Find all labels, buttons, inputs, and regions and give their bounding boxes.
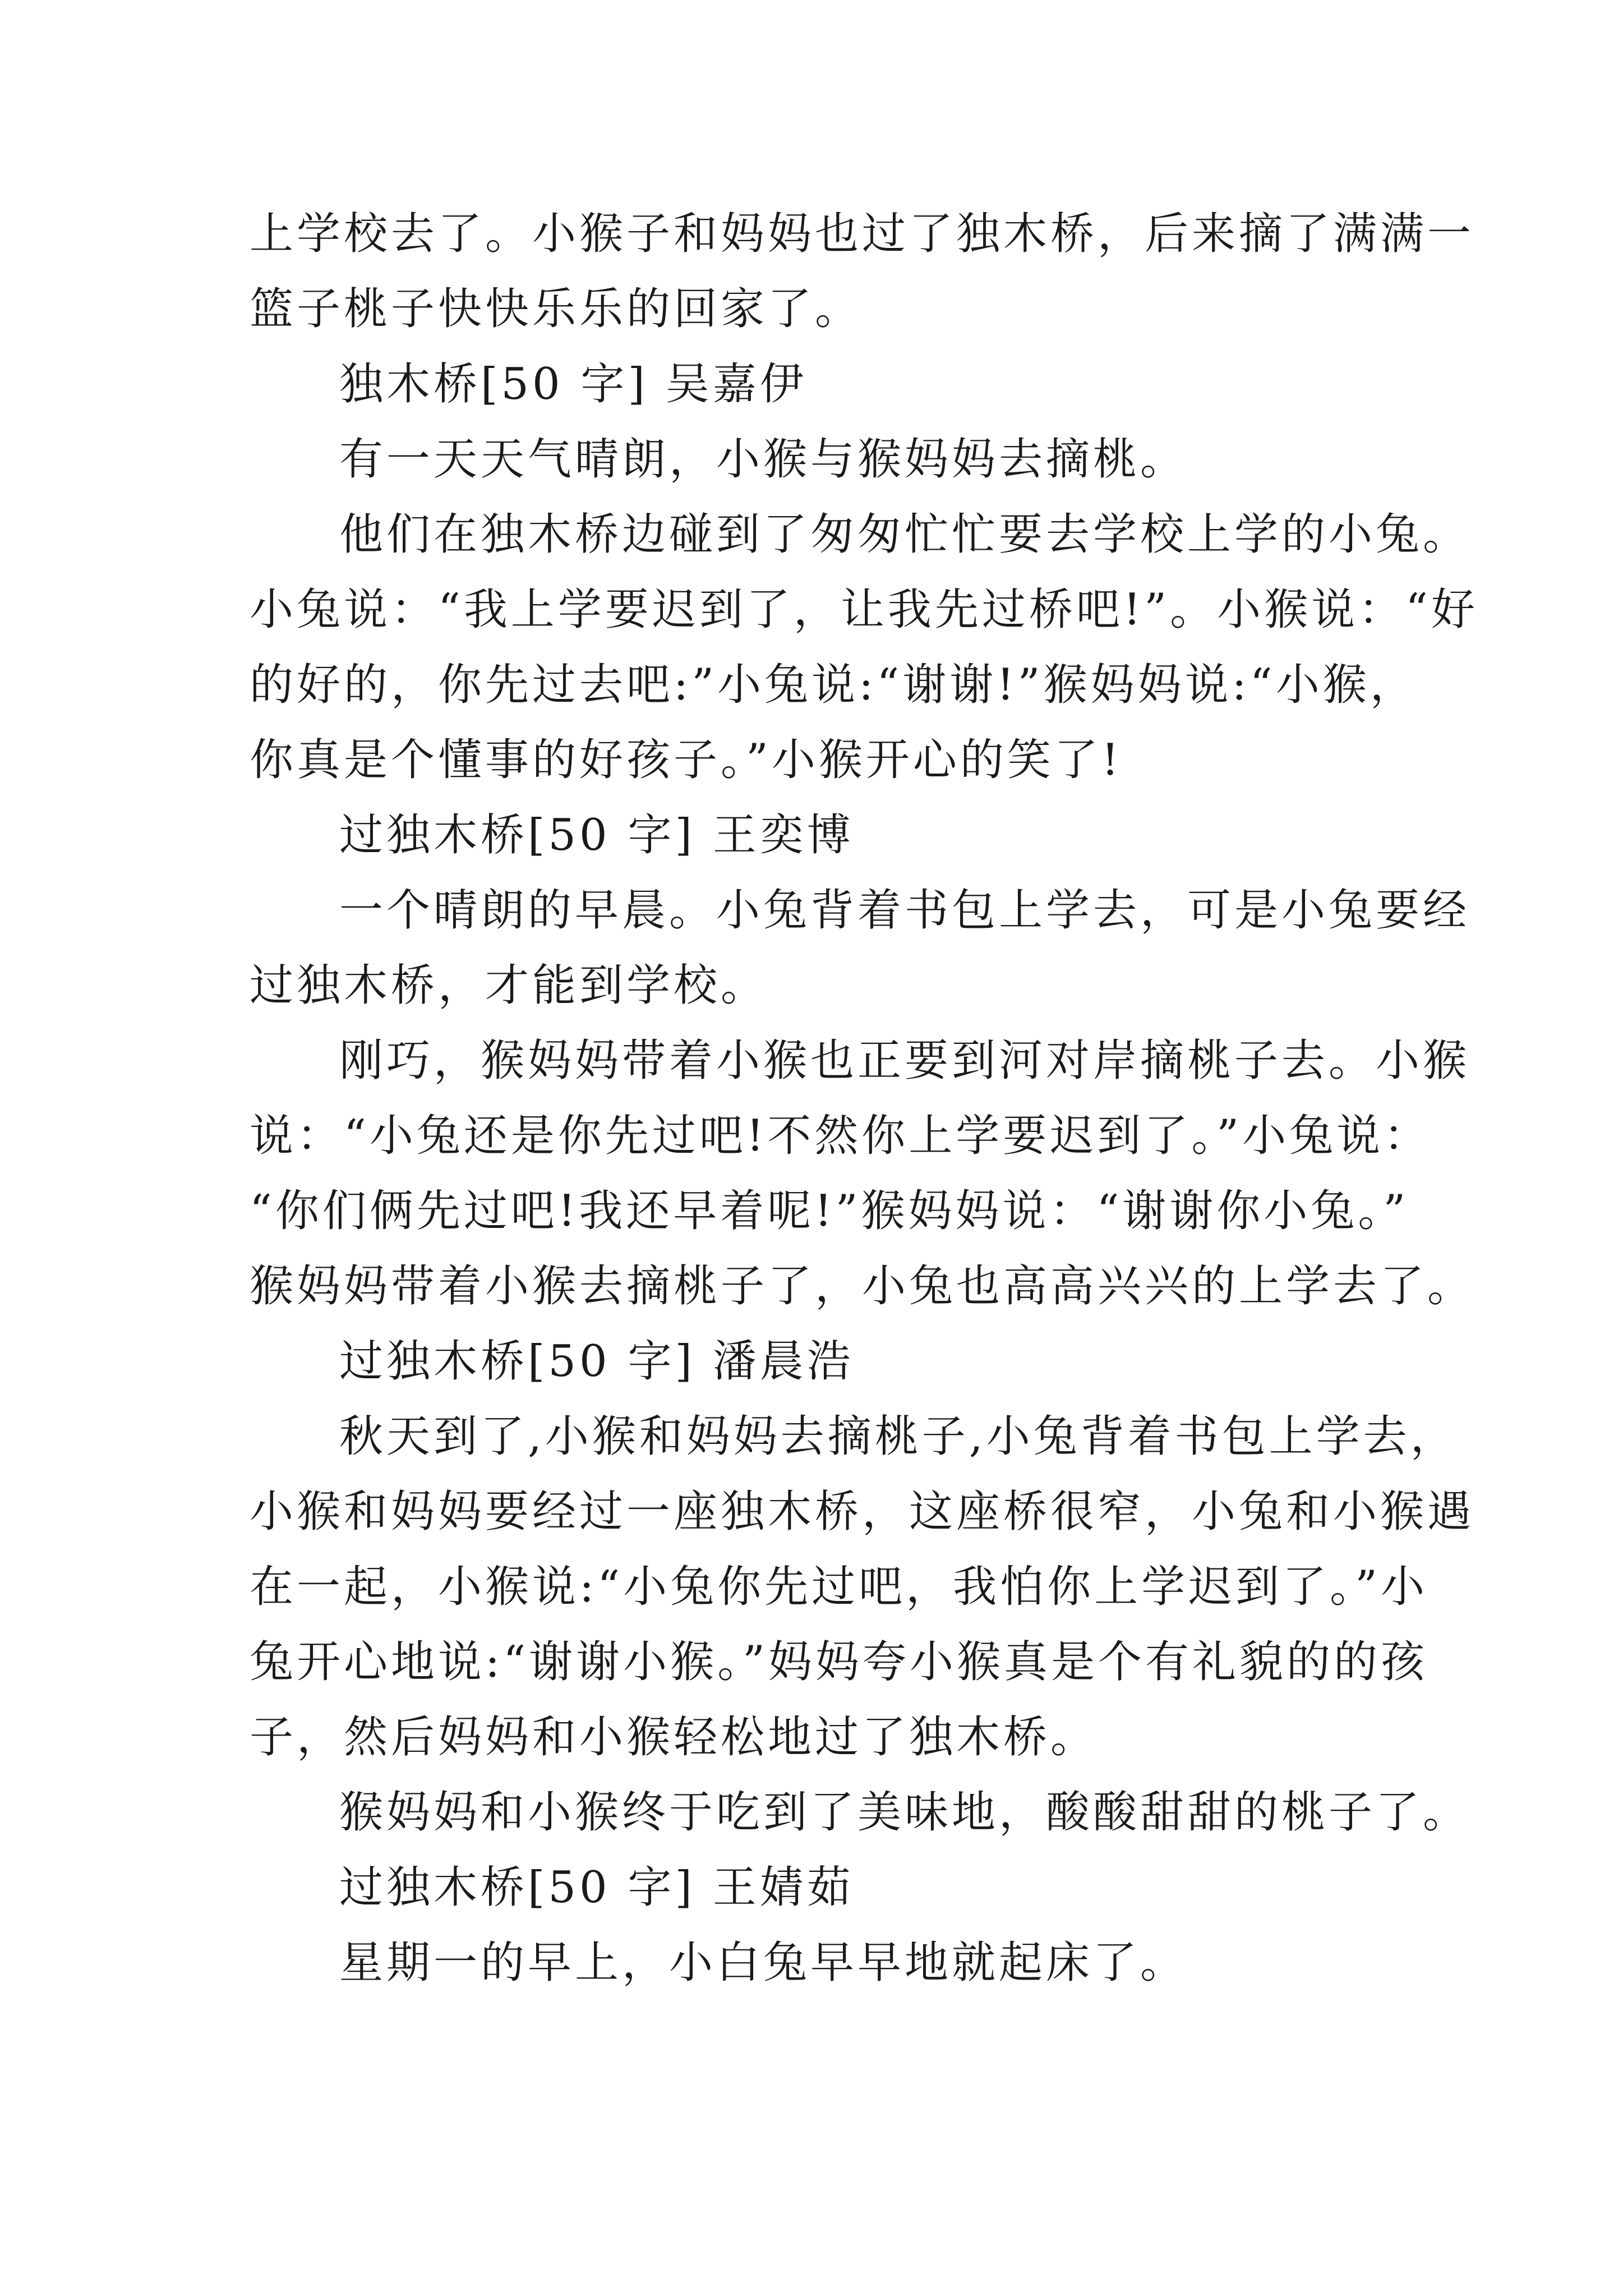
essay-heading: 过独木桥[50 字] 潘晨浩 bbox=[339, 1336, 854, 1387]
document-body bbox=[250, 196, 1478, 2000]
essay-heading: 独木桥[50 字] 吴嘉伊 bbox=[339, 359, 807, 409]
text-line: 在一起，小猴说:“小兔你先过吧，我怕你上学迟到了。”小 bbox=[250, 1562, 1428, 1612]
text-line: 小猴和妈妈要经过一座独木桥，这座桥很窄，小兔和小猴遇 bbox=[250, 1487, 1475, 1537]
text-line: 秋天到了,小猴和妈妈去摘桃子,小兔背着书包上学去， bbox=[339, 1411, 1458, 1462]
text-line: 兔开心地说:“谢谢小猴。”妈妈夸小猴真是个有礼貌的的孩 bbox=[250, 1637, 1428, 1687]
text-line: 你真是个懂事的好孩子。”小猴开心的笑了! bbox=[250, 735, 1123, 785]
text-line: 猴妈妈和小猴终于吃到了美味地，酸酸甜甜的桃子了。 bbox=[339, 1787, 1470, 1838]
text-line: 一个晴朗的早晨。小兔背着书包上学去，可是小兔要经 bbox=[339, 885, 1470, 936]
text-line: 说：“小兔还是你先过吧!不然你上学要迟到了。”小兔说： bbox=[250, 1111, 1431, 1161]
essay-heading: 过独木桥[50 字] 王奕博 bbox=[339, 810, 854, 861]
text-line: 星期一的早上，小白兔早早地就起床了。 bbox=[339, 1938, 1188, 1988]
text-line: 有一天天气晴朗，小猴与猴妈妈去摘桃。 bbox=[339, 434, 1188, 485]
essay-heading: 过独木桥[50 字] 王婧茹 bbox=[339, 1862, 854, 1913]
text-line: 刚巧，猴妈妈带着小猴也正要到河对岸摘桃子去。小猴 bbox=[339, 1036, 1470, 1086]
text-line: 他们在独木桥边碰到了匆匆忙忙要去学校上学的小兔。 bbox=[339, 509, 1470, 560]
text-line: 小兔说：“我上学要迟到了，让我先过桥吧!”。小猴说：“好 bbox=[250, 585, 1478, 635]
text-line: 猴妈妈带着小猴去摘桃子了，小兔也高高兴兴的上学去了。 bbox=[250, 1261, 1475, 1312]
text-line: 篮子桃子快快乐乐的回家了。 bbox=[250, 284, 863, 334]
text-line: 的好的，你先过去吧:”小兔说:“谢谢!”猴妈妈说:“小猴， bbox=[250, 660, 1417, 710]
text-line: 上学校去了。小猴子和妈妈也过了独木桥，后来摘了满满一 bbox=[250, 209, 1475, 259]
text-line: 子，然后妈妈和小猴轻松地过了独木桥。 bbox=[250, 1712, 1098, 1763]
text-line: “你们俩先过吧!我还早着呢!”猴妈妈说：“谢谢你小兔。” bbox=[250, 1186, 1409, 1236]
text-line: 过独木桥，才能到学校。 bbox=[250, 960, 768, 1011]
